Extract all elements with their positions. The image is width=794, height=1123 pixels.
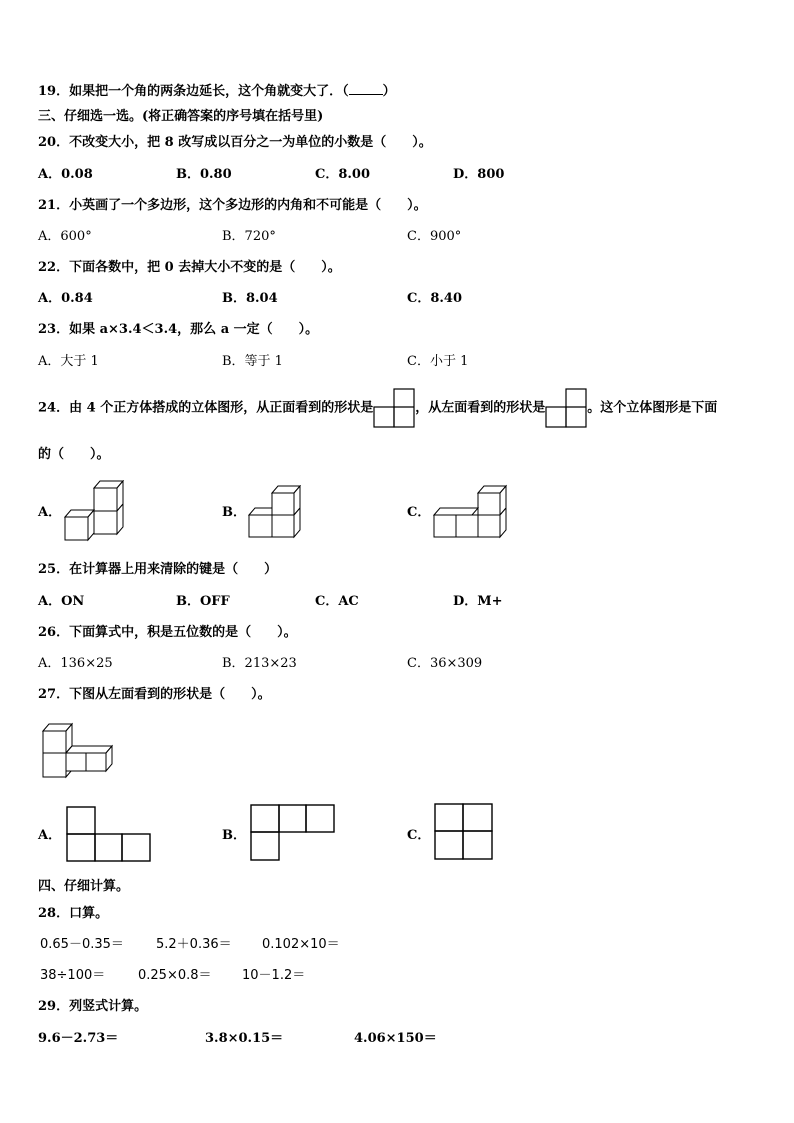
- option-d[interactable]: D．800: [453, 167, 505, 182]
- left-view-figure: [545, 388, 587, 428]
- option-a[interactable]: A．: [38, 828, 62, 843]
- option-b-cube-figure: [246, 485, 304, 541]
- question-23: 23．如果 a×3.4＜3.4，那么 a 一定（ ）。: [38, 322, 319, 337]
- mental-calc-item: 5.2＋0.36＝: [156, 937, 232, 952]
- question-24-text-3: 。这个立体图形是下面: [587, 400, 718, 416]
- mental-calc-item: 38÷100＝: [40, 968, 106, 983]
- option-b[interactable]: B．8.04: [222, 291, 278, 306]
- question-29: 29．列竖式计算。: [38, 999, 148, 1014]
- option-b[interactable]: B．720°: [222, 229, 276, 244]
- question-27: 27．下图从左面看到的形状是（ ）。: [38, 687, 271, 702]
- question-19: [38, 82, 396, 101]
- option-b[interactable]: B．OFF: [176, 594, 230, 609]
- option-a[interactable]: A．大于 1: [38, 354, 99, 369]
- option-c[interactable]: C．8.40: [407, 291, 463, 306]
- question-28: 28．口算。: [38, 906, 109, 921]
- section-3-heading: 三、仔细选一选。(将正确答案的序号填在括号里): [38, 109, 324, 124]
- option-a[interactable]: A．ON: [38, 594, 85, 609]
- question-24-line-2: 的（ ）。: [38, 447, 110, 462]
- question-26: 26．下面算式中，积是五位数的是（ ）。: [38, 625, 297, 640]
- option-b[interactable]: B．0.80: [176, 167, 232, 182]
- option-c[interactable]: C．小于 1: [407, 354, 469, 369]
- answer-blank[interactable]: [349, 82, 383, 95]
- question-24: [38, 388, 717, 429]
- question-27-cube-figure: [40, 722, 116, 780]
- question-21: 21．小英画了一个多边形，这个多边形的内角和不可能是（ ）。: [38, 198, 427, 213]
- vertical-calc-item: 9.6－2.73＝: [38, 1031, 119, 1046]
- vertical-calc-item: 4.06×150＝: [354, 1031, 437, 1046]
- option-a[interactable]: A．136×25: [38, 656, 113, 671]
- front-view-figure: [373, 388, 415, 428]
- option-c[interactable]: C．8.00: [315, 167, 371, 182]
- option-b[interactable]: B．213×23: [222, 656, 297, 671]
- option-c[interactable]: C．: [407, 828, 431, 843]
- option-d[interactable]: D．M+: [453, 594, 503, 609]
- option-b-view-figure: [250, 804, 336, 862]
- option-a-cube-figure: [62, 480, 126, 542]
- option-b[interactable]: B．等于 1: [222, 354, 283, 369]
- option-a[interactable]: A．: [38, 505, 62, 520]
- mental-calc-item: 10－1.2＝: [242, 968, 306, 983]
- question-24-text-1: 24．由 4 个正方体搭成的立体图形，从正面看到的形状是: [38, 400, 374, 416]
- question-24-text-2: ，从左面看到的形状是: [415, 400, 546, 416]
- option-a[interactable]: A．0.84: [38, 291, 93, 306]
- section-4-heading: 四、仔细计算。: [38, 879, 130, 894]
- question-25: 25．在计算器上用来清除的键是（ ）: [38, 562, 278, 577]
- vertical-calc-item: 3.8×0.15＝: [205, 1031, 284, 1046]
- option-b[interactable]: B．: [222, 505, 246, 520]
- option-c[interactable]: C．900°: [407, 229, 462, 244]
- option-a[interactable]: A．0.08: [38, 167, 93, 182]
- option-c-view-figure: [434, 803, 494, 861]
- option-a-view-figure: [66, 806, 152, 862]
- option-c[interactable]: C．AC: [315, 594, 359, 609]
- question-19-text: 19．如果把一个角的两条边延长，这个角就变大了．（: [38, 84, 349, 99]
- mental-calc-item: 0.102×10＝: [262, 937, 340, 952]
- question-22: 22．下面各数中，把 0 去掉大小不变的是（ ）。: [38, 260, 341, 275]
- question-19-close: ）: [382, 84, 396, 99]
- question-20: 20．不改变大小，把 8 改写成以百分之一为单位的小数是（ ）。: [38, 135, 432, 150]
- mental-calc-item: 0.65－0.35＝: [40, 937, 124, 952]
- option-c-cube-figure: [432, 484, 508, 540]
- option-a[interactable]: A．600°: [38, 229, 92, 244]
- option-b[interactable]: B．: [222, 828, 246, 843]
- mental-calc-item: 0.25×0.8＝: [138, 968, 212, 983]
- option-c[interactable]: C．: [407, 505, 431, 520]
- option-c[interactable]: C．36×309: [407, 656, 483, 671]
